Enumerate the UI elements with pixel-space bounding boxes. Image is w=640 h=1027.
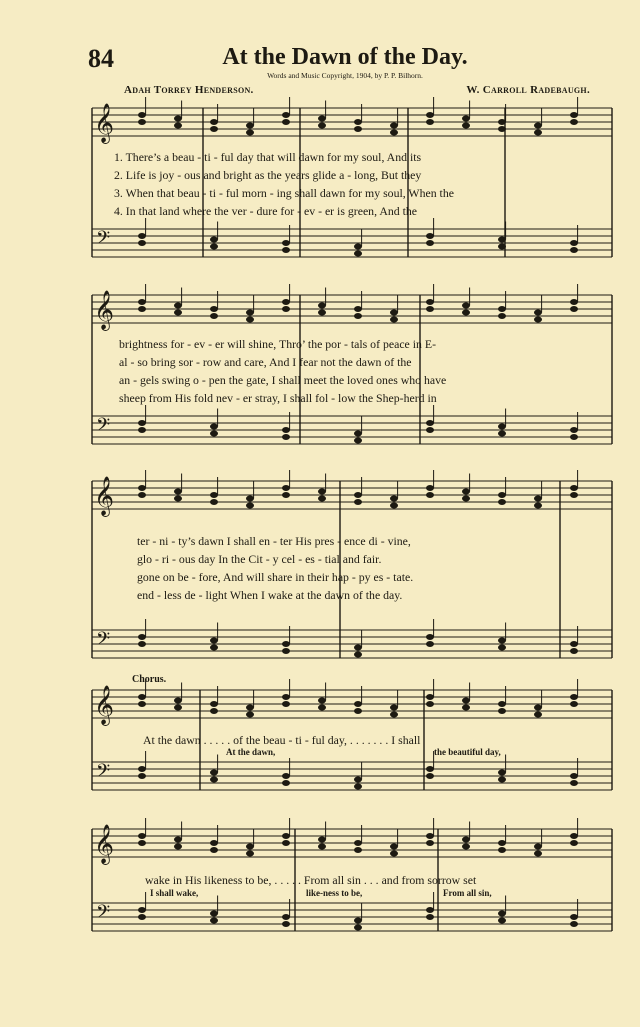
note-head bbox=[282, 773, 290, 779]
note-head bbox=[498, 840, 506, 846]
note-head bbox=[282, 492, 290, 498]
note-head bbox=[354, 708, 362, 714]
note-head bbox=[390, 123, 398, 129]
note-head bbox=[426, 306, 434, 312]
note-head bbox=[534, 130, 542, 136]
note-head bbox=[462, 489, 470, 495]
treble-clef: 𝄞 bbox=[94, 290, 115, 330]
bass-clef: 𝄢 bbox=[96, 629, 111, 654]
verse1-line-system1: 1. There’s a beau - ti - ful day that will dawn for my soul, And its bbox=[114, 150, 422, 164]
note-head bbox=[426, 427, 434, 433]
note-head bbox=[246, 317, 254, 323]
note-head bbox=[426, 773, 434, 779]
note-head bbox=[210, 313, 218, 319]
note-head bbox=[570, 694, 578, 700]
note-head bbox=[498, 492, 506, 498]
note-head bbox=[498, 777, 506, 783]
note-head bbox=[570, 306, 578, 312]
note-head bbox=[318, 705, 326, 711]
note-head bbox=[570, 921, 578, 927]
note-head bbox=[570, 240, 578, 246]
note-head bbox=[534, 705, 542, 711]
note-head bbox=[282, 694, 290, 700]
note-head bbox=[498, 306, 506, 312]
note-head bbox=[354, 492, 362, 498]
note-head bbox=[210, 306, 218, 312]
note-head bbox=[282, 485, 290, 491]
note-head bbox=[498, 708, 506, 714]
composer-credit: W. Carroll Radebaugh. bbox=[466, 84, 590, 96]
bass-clef: 𝄢 bbox=[96, 228, 111, 253]
note-head bbox=[534, 712, 542, 718]
note-head bbox=[318, 698, 326, 704]
note-head bbox=[138, 299, 146, 305]
note-head bbox=[282, 119, 290, 125]
note-head bbox=[462, 116, 470, 122]
note-head bbox=[174, 303, 182, 309]
note-head bbox=[210, 911, 218, 917]
chorus-bass-cue2: the beautiful day, bbox=[434, 747, 501, 757]
chorus-bass-cue3: I shall wake, bbox=[150, 888, 199, 898]
note-head bbox=[246, 851, 254, 857]
note-head bbox=[426, 299, 434, 305]
note-head bbox=[210, 492, 218, 498]
note-head bbox=[462, 705, 470, 711]
note-head bbox=[354, 313, 362, 319]
note-head bbox=[354, 244, 362, 250]
note-head bbox=[210, 638, 218, 644]
note-head bbox=[534, 503, 542, 509]
note-head bbox=[318, 116, 326, 122]
note-head bbox=[354, 306, 362, 312]
note-head bbox=[174, 123, 182, 129]
note-head bbox=[246, 705, 254, 711]
note-head bbox=[570, 840, 578, 846]
note-head bbox=[210, 244, 218, 250]
note-head bbox=[138, 233, 146, 239]
note-head bbox=[498, 431, 506, 437]
note-head bbox=[570, 833, 578, 839]
note-head bbox=[498, 918, 506, 924]
note-head bbox=[282, 648, 290, 654]
note-head bbox=[462, 844, 470, 850]
note-head bbox=[354, 784, 362, 790]
note-head bbox=[534, 851, 542, 857]
note-head bbox=[426, 233, 434, 239]
note-head bbox=[570, 780, 578, 786]
note-head bbox=[318, 837, 326, 843]
note-head bbox=[138, 914, 146, 920]
verse4-line-system2: sheep from His fold nev - er stray, I shall fol - low the Shep-herd in bbox=[119, 391, 437, 405]
note-head bbox=[498, 638, 506, 644]
copyright-notice: Words and Music Copyright, 1904, by P. P. Bilhorn. bbox=[267, 71, 423, 80]
note-head bbox=[498, 770, 506, 776]
treble-clef: 𝄞 bbox=[94, 824, 115, 864]
note-head bbox=[498, 499, 506, 505]
note-head bbox=[318, 489, 326, 495]
note-head bbox=[210, 119, 218, 125]
note-head bbox=[246, 503, 254, 509]
note-head bbox=[210, 499, 218, 505]
note-head bbox=[426, 485, 434, 491]
note-head bbox=[138, 907, 146, 913]
chorus-bass-cue5: From all sin, bbox=[443, 888, 492, 898]
note-head bbox=[174, 116, 182, 122]
note-head bbox=[354, 119, 362, 125]
note-head bbox=[246, 310, 254, 316]
verse2-line-system3: glo - ri - ous day In the Cit - y cel - es - tial and fair. bbox=[137, 552, 382, 566]
note-head bbox=[210, 840, 218, 846]
note-head bbox=[354, 652, 362, 658]
note-head bbox=[534, 496, 542, 502]
note-head bbox=[174, 844, 182, 850]
verse3-line-system2: an - gels swing o - pen the gate, I shall meet the loved ones who have bbox=[119, 373, 447, 387]
note-head bbox=[426, 112, 434, 118]
treble-clef: 𝄞 bbox=[94, 103, 115, 143]
note-head bbox=[462, 310, 470, 316]
note-head bbox=[282, 112, 290, 118]
note-head bbox=[318, 496, 326, 502]
note-head bbox=[426, 641, 434, 647]
note-head bbox=[174, 705, 182, 711]
note-head bbox=[570, 247, 578, 253]
note-head bbox=[426, 119, 434, 125]
verse4-line-system1: 4. In that land where the ver - dure for - ev - er is green, And the bbox=[114, 204, 417, 218]
note-head bbox=[354, 847, 362, 853]
note-head bbox=[210, 770, 218, 776]
note-head bbox=[426, 694, 434, 700]
note-head bbox=[354, 925, 362, 931]
note-head bbox=[462, 698, 470, 704]
note-head bbox=[318, 303, 326, 309]
note-head bbox=[138, 701, 146, 707]
note-head bbox=[570, 914, 578, 920]
hymn-title: At the Dawn of the Day. bbox=[222, 44, 468, 70]
note-head bbox=[282, 434, 290, 440]
note-head bbox=[174, 496, 182, 502]
note-head bbox=[426, 492, 434, 498]
note-head bbox=[138, 634, 146, 640]
chorus-bass-cue4: like-ness to be, bbox=[306, 888, 363, 898]
note-head bbox=[498, 126, 506, 132]
note-head bbox=[138, 766, 146, 772]
note-head bbox=[426, 634, 434, 640]
note-head bbox=[138, 306, 146, 312]
note-head bbox=[138, 420, 146, 426]
note-head bbox=[426, 766, 434, 772]
note-head bbox=[282, 833, 290, 839]
note-head bbox=[462, 837, 470, 843]
note-head bbox=[534, 123, 542, 129]
note-head bbox=[354, 126, 362, 132]
note-head bbox=[498, 244, 506, 250]
note-head bbox=[570, 641, 578, 647]
chorus-bass-cue1: At the dawn, bbox=[226, 747, 276, 757]
note-head bbox=[426, 907, 434, 913]
treble-clef: 𝄞 bbox=[94, 685, 115, 725]
note-head bbox=[138, 485, 146, 491]
note-head bbox=[354, 777, 362, 783]
note-head bbox=[282, 240, 290, 246]
note-head bbox=[282, 247, 290, 253]
note-head bbox=[138, 112, 146, 118]
note-head bbox=[246, 130, 254, 136]
note-head bbox=[426, 833, 434, 839]
note-head bbox=[570, 119, 578, 125]
note-head bbox=[246, 844, 254, 850]
note-head bbox=[354, 645, 362, 651]
note-head bbox=[390, 503, 398, 509]
note-head bbox=[138, 240, 146, 246]
note-head bbox=[210, 237, 218, 243]
note-head bbox=[246, 496, 254, 502]
verse3-line-system1: 3. When that beau - ti - ful morn - ing shall dawn for my soul, When the bbox=[114, 186, 454, 200]
note-head bbox=[570, 648, 578, 654]
note-head bbox=[318, 844, 326, 850]
note-head bbox=[534, 317, 542, 323]
note-head bbox=[210, 126, 218, 132]
verse3-line-system3: gone on be - fore, And will share in their hap - py es - tate. bbox=[137, 570, 414, 584]
note-head bbox=[570, 701, 578, 707]
verse2-line-system2: al - so bring sor - row and care, And I fear not the dawn of the bbox=[119, 355, 412, 369]
note-head bbox=[426, 240, 434, 246]
note-head bbox=[138, 427, 146, 433]
note-head bbox=[570, 299, 578, 305]
note-head bbox=[426, 914, 434, 920]
bass-clef: 𝄢 bbox=[96, 761, 111, 786]
note-head bbox=[498, 847, 506, 853]
chorus-lyric-line1: At the dawn . . . . . of the beau - ti - ful day, . . . . . . . I shall bbox=[143, 733, 421, 747]
note-head bbox=[138, 773, 146, 779]
note-head bbox=[390, 844, 398, 850]
chorus-lyric-line2: wake in His likeness to be, . . . . . From all sin . . . and from sorrow set bbox=[145, 873, 477, 887]
lyricist-credit: Adah Torrey Henderson. bbox=[124, 84, 254, 96]
note-head bbox=[138, 119, 146, 125]
note-head bbox=[282, 921, 290, 927]
note-head bbox=[210, 847, 218, 853]
note-head bbox=[354, 251, 362, 257]
verse1-line-system2: brightness for - ev - er will shine, Thro’ the por - tals of peace in E- bbox=[119, 337, 436, 351]
verse2-line-system1: 2. Life is joy - ous and bright as the years glide a - long, But they bbox=[114, 168, 422, 182]
note-head bbox=[246, 123, 254, 129]
note-head bbox=[426, 420, 434, 426]
note-head bbox=[354, 438, 362, 444]
note-head bbox=[426, 840, 434, 846]
verse4-line-system3: end - less de - light When I wake at the dawn of the day. bbox=[137, 588, 403, 602]
note-head bbox=[210, 424, 218, 430]
note-head bbox=[354, 918, 362, 924]
treble-clef: 𝄞 bbox=[94, 476, 115, 516]
note-head bbox=[354, 701, 362, 707]
note-head bbox=[426, 701, 434, 707]
note-head bbox=[210, 918, 218, 924]
note-head bbox=[138, 833, 146, 839]
note-head bbox=[318, 123, 326, 129]
note-head bbox=[246, 712, 254, 718]
note-head bbox=[174, 489, 182, 495]
note-head bbox=[498, 119, 506, 125]
note-head bbox=[138, 492, 146, 498]
note-head bbox=[210, 708, 218, 714]
note-head bbox=[282, 780, 290, 786]
note-head bbox=[534, 844, 542, 850]
note-head bbox=[282, 840, 290, 846]
note-head bbox=[318, 310, 326, 316]
note-head bbox=[462, 123, 470, 129]
note-head bbox=[390, 310, 398, 316]
note-head bbox=[210, 645, 218, 651]
note-head bbox=[354, 431, 362, 437]
note-head bbox=[210, 431, 218, 437]
note-head bbox=[498, 313, 506, 319]
note-head bbox=[498, 645, 506, 651]
note-head bbox=[570, 434, 578, 440]
note-head bbox=[210, 777, 218, 783]
note-head bbox=[354, 499, 362, 505]
note-head bbox=[174, 310, 182, 316]
chorus-label: Chorus. bbox=[132, 674, 167, 685]
note-head bbox=[138, 840, 146, 846]
note-head bbox=[282, 641, 290, 647]
note-head bbox=[390, 130, 398, 136]
note-head bbox=[282, 299, 290, 305]
note-head bbox=[498, 911, 506, 917]
verse1-line-system3: ter - ni - ty’s dawn I shall en - ter His pres - ence di - vine, bbox=[137, 534, 411, 548]
note-head bbox=[570, 773, 578, 779]
note-head bbox=[498, 424, 506, 430]
note-head bbox=[282, 427, 290, 433]
note-head bbox=[174, 837, 182, 843]
note-head bbox=[282, 306, 290, 312]
note-head bbox=[570, 485, 578, 491]
note-head bbox=[354, 840, 362, 846]
note-head bbox=[462, 496, 470, 502]
note-head bbox=[390, 705, 398, 711]
note-head bbox=[282, 914, 290, 920]
note-head bbox=[210, 701, 218, 707]
note-head bbox=[534, 310, 542, 316]
note-head bbox=[462, 303, 470, 309]
note-head bbox=[570, 492, 578, 498]
note-head bbox=[570, 112, 578, 118]
note-head bbox=[390, 496, 398, 502]
note-head bbox=[570, 427, 578, 433]
note-head bbox=[498, 237, 506, 243]
hymn-number: 84 bbox=[88, 44, 114, 73]
bass-clef: 𝄢 bbox=[96, 902, 111, 927]
note-head bbox=[390, 317, 398, 323]
note-head bbox=[138, 694, 146, 700]
note-head bbox=[390, 851, 398, 857]
note-head bbox=[390, 712, 398, 718]
note-head bbox=[138, 641, 146, 647]
note-head bbox=[282, 701, 290, 707]
note-head bbox=[498, 701, 506, 707]
note-head bbox=[174, 698, 182, 704]
bass-clef: 𝄢 bbox=[96, 415, 111, 440]
